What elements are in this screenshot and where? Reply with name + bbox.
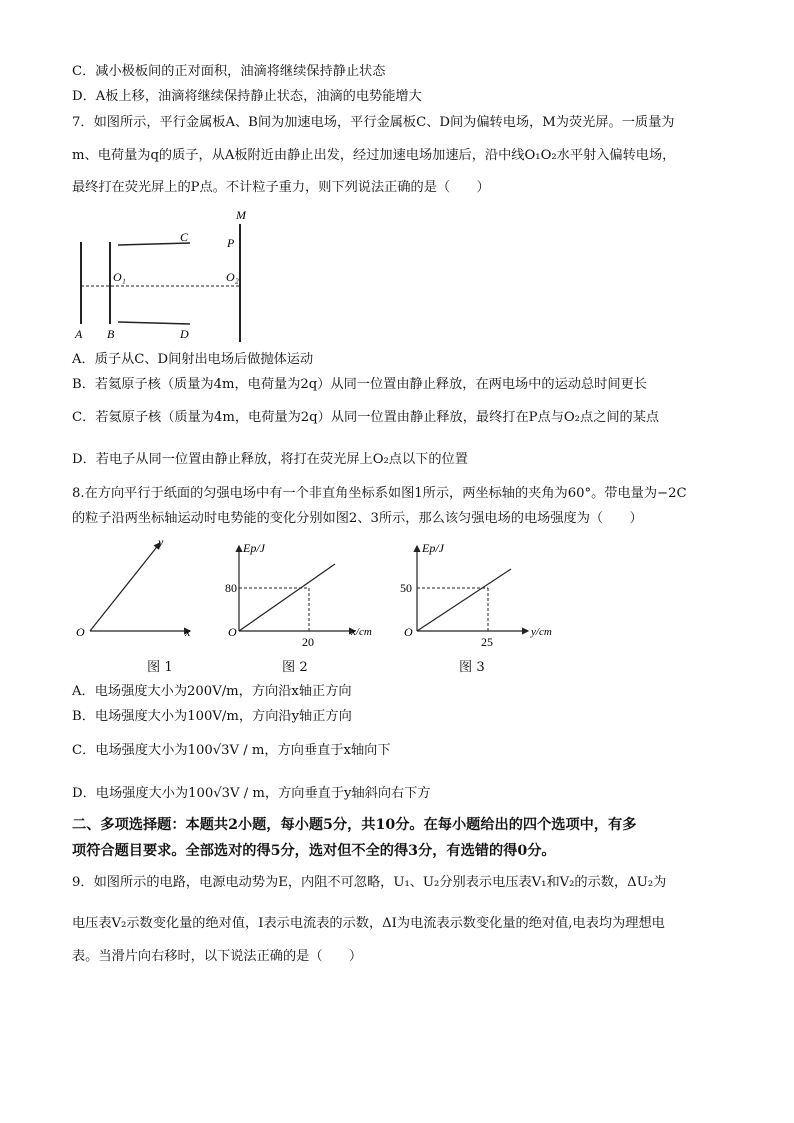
fig3-line: [417, 569, 511, 631]
label-a: A: [75, 327, 83, 341]
q7-option-c: C．若氦原子核（质量为4m，电荷量为2q）从同一位置由静止释放，最终打在P点与O₂点之间的某点: [72, 410, 660, 425]
fig3-x-label: y/cm: [531, 626, 552, 638]
q8-option-c: C．电场强度大小为100√3V / m，方向垂直于x轴向下: [72, 743, 391, 758]
q7-option-d: D．若电子从同一位置由静止释放，将打在荧光屏上O₂点以下的位置: [72, 452, 468, 467]
fig3-y-label: Ep/J: [422, 541, 444, 555]
fig2-y-tick: 80: [225, 581, 237, 595]
q6-option-c: C．减小极板间的正对面积，油滴将继续保持静止状态: [72, 64, 386, 79]
fig2-caption: 图 2: [282, 660, 308, 675]
fig3-origin: O: [404, 625, 413, 639]
fig2-x-label: x/cm: [351, 626, 372, 638]
section2-heading-line1: 二、多项选择题：本题共2小题，每小题5分，共10分。在每小题给出的四个选项中，有多: [72, 817, 637, 833]
fig2-origin: O: [228, 625, 237, 639]
fig1-y-label: y: [158, 536, 164, 549]
fig3-caption: 图 3: [459, 660, 485, 675]
label-m: M: [236, 208, 246, 222]
q8-stem-line1: 8.在方向平行于纸面的匀强电场中有一个非直角坐标系如图1所示，两坐标轴的夹角为60°。带电量为−2C: [72, 486, 687, 501]
q6-option-d: D．A板上移，油滴将继续保持静止状态，油滴的电势能增大: [72, 89, 422, 104]
label-c: C: [180, 230, 189, 244]
q7-stem-line1: 7．如图所示，平行金属板A、B间为加速电场，平行金属板C、D间为偏转电场，M为荧光屏。一质量为: [72, 115, 675, 130]
label-b: B: [107, 327, 115, 341]
q7-stem-line3: 最终打在荧光屏上的P点。不计粒子重力，则下列说法正确的是（ ）: [72, 180, 490, 195]
q9-stem-line3: 表。当滑片向右移时，以下说法正确的是（ ）: [72, 949, 363, 964]
q7-option-b: B．若氦原子核（质量为4m，电荷量为2q）从同一位置由静止释放，在两电场中的运动总时间更长: [72, 377, 647, 392]
fig2-y-label: Ep/J: [243, 541, 265, 555]
fig3-x-tick: 25: [481, 635, 493, 649]
q7-figure: [72, 204, 252, 344]
label-o1: O₁: [113, 270, 126, 284]
fig3-y-tick: 50: [400, 581, 412, 595]
q8-stem-line2: 的粒子沿两坐标轴运动时电势能的变化分别如图2、3所示，那么该匀强电场的电场强度为（ ）: [72, 511, 643, 526]
fig1-y-axis: [90, 543, 160, 631]
fig2-x-tick: 20: [302, 635, 314, 649]
q8-option-a: A．电场强度大小为200V/m，方向沿x轴正方向: [72, 684, 352, 699]
fig1-caption: 图 1: [147, 660, 173, 675]
plate-d: [118, 322, 190, 324]
q9-stem-line2: 电压表V₂示数变化量的绝对值，I表示电流表的示数，ΔI为电流表示数变化量的绝对值,电表均为理想电: [72, 916, 665, 931]
q8-figure-2: [225, 536, 385, 651]
section2-heading-line2: 项符合题目要求。全部选对的得5分，选对但不全的得3分，有选错的得0分。: [72, 843, 556, 859]
q8-figure-3: [400, 536, 570, 651]
q9-stem-line1: 9．如图所示的电路，电源电动势为E，内阻不可忽略，U₁、U₂分别表示电压表V₁和V₂的示数，ΔU₂为: [72, 875, 667, 890]
q8-option-d: D．电场强度大小为100√3V / m，方向垂直于y轴斜向右下方: [72, 786, 431, 801]
fig1-origin: O: [76, 625, 85, 639]
q7-option-a: A．质子从C、D间射出电场后做抛体运动: [72, 352, 314, 367]
q8-option-b: B．电场强度大小为100V/m，方向沿y轴正方向: [72, 709, 352, 724]
fig2-line: [239, 564, 335, 631]
label-p: P: [227, 236, 235, 250]
label-d: D: [180, 327, 189, 341]
label-o2: O₂: [226, 270, 239, 284]
q7-stem-line2: m、电荷量为q的质子，从A板附近由静止出发，经过加速电场加速后，沿中线O₁O₂水平射入偏转电场，: [72, 148, 676, 163]
fig1-x-label: x: [185, 625, 191, 639]
q8-figure-1: [72, 536, 202, 641]
